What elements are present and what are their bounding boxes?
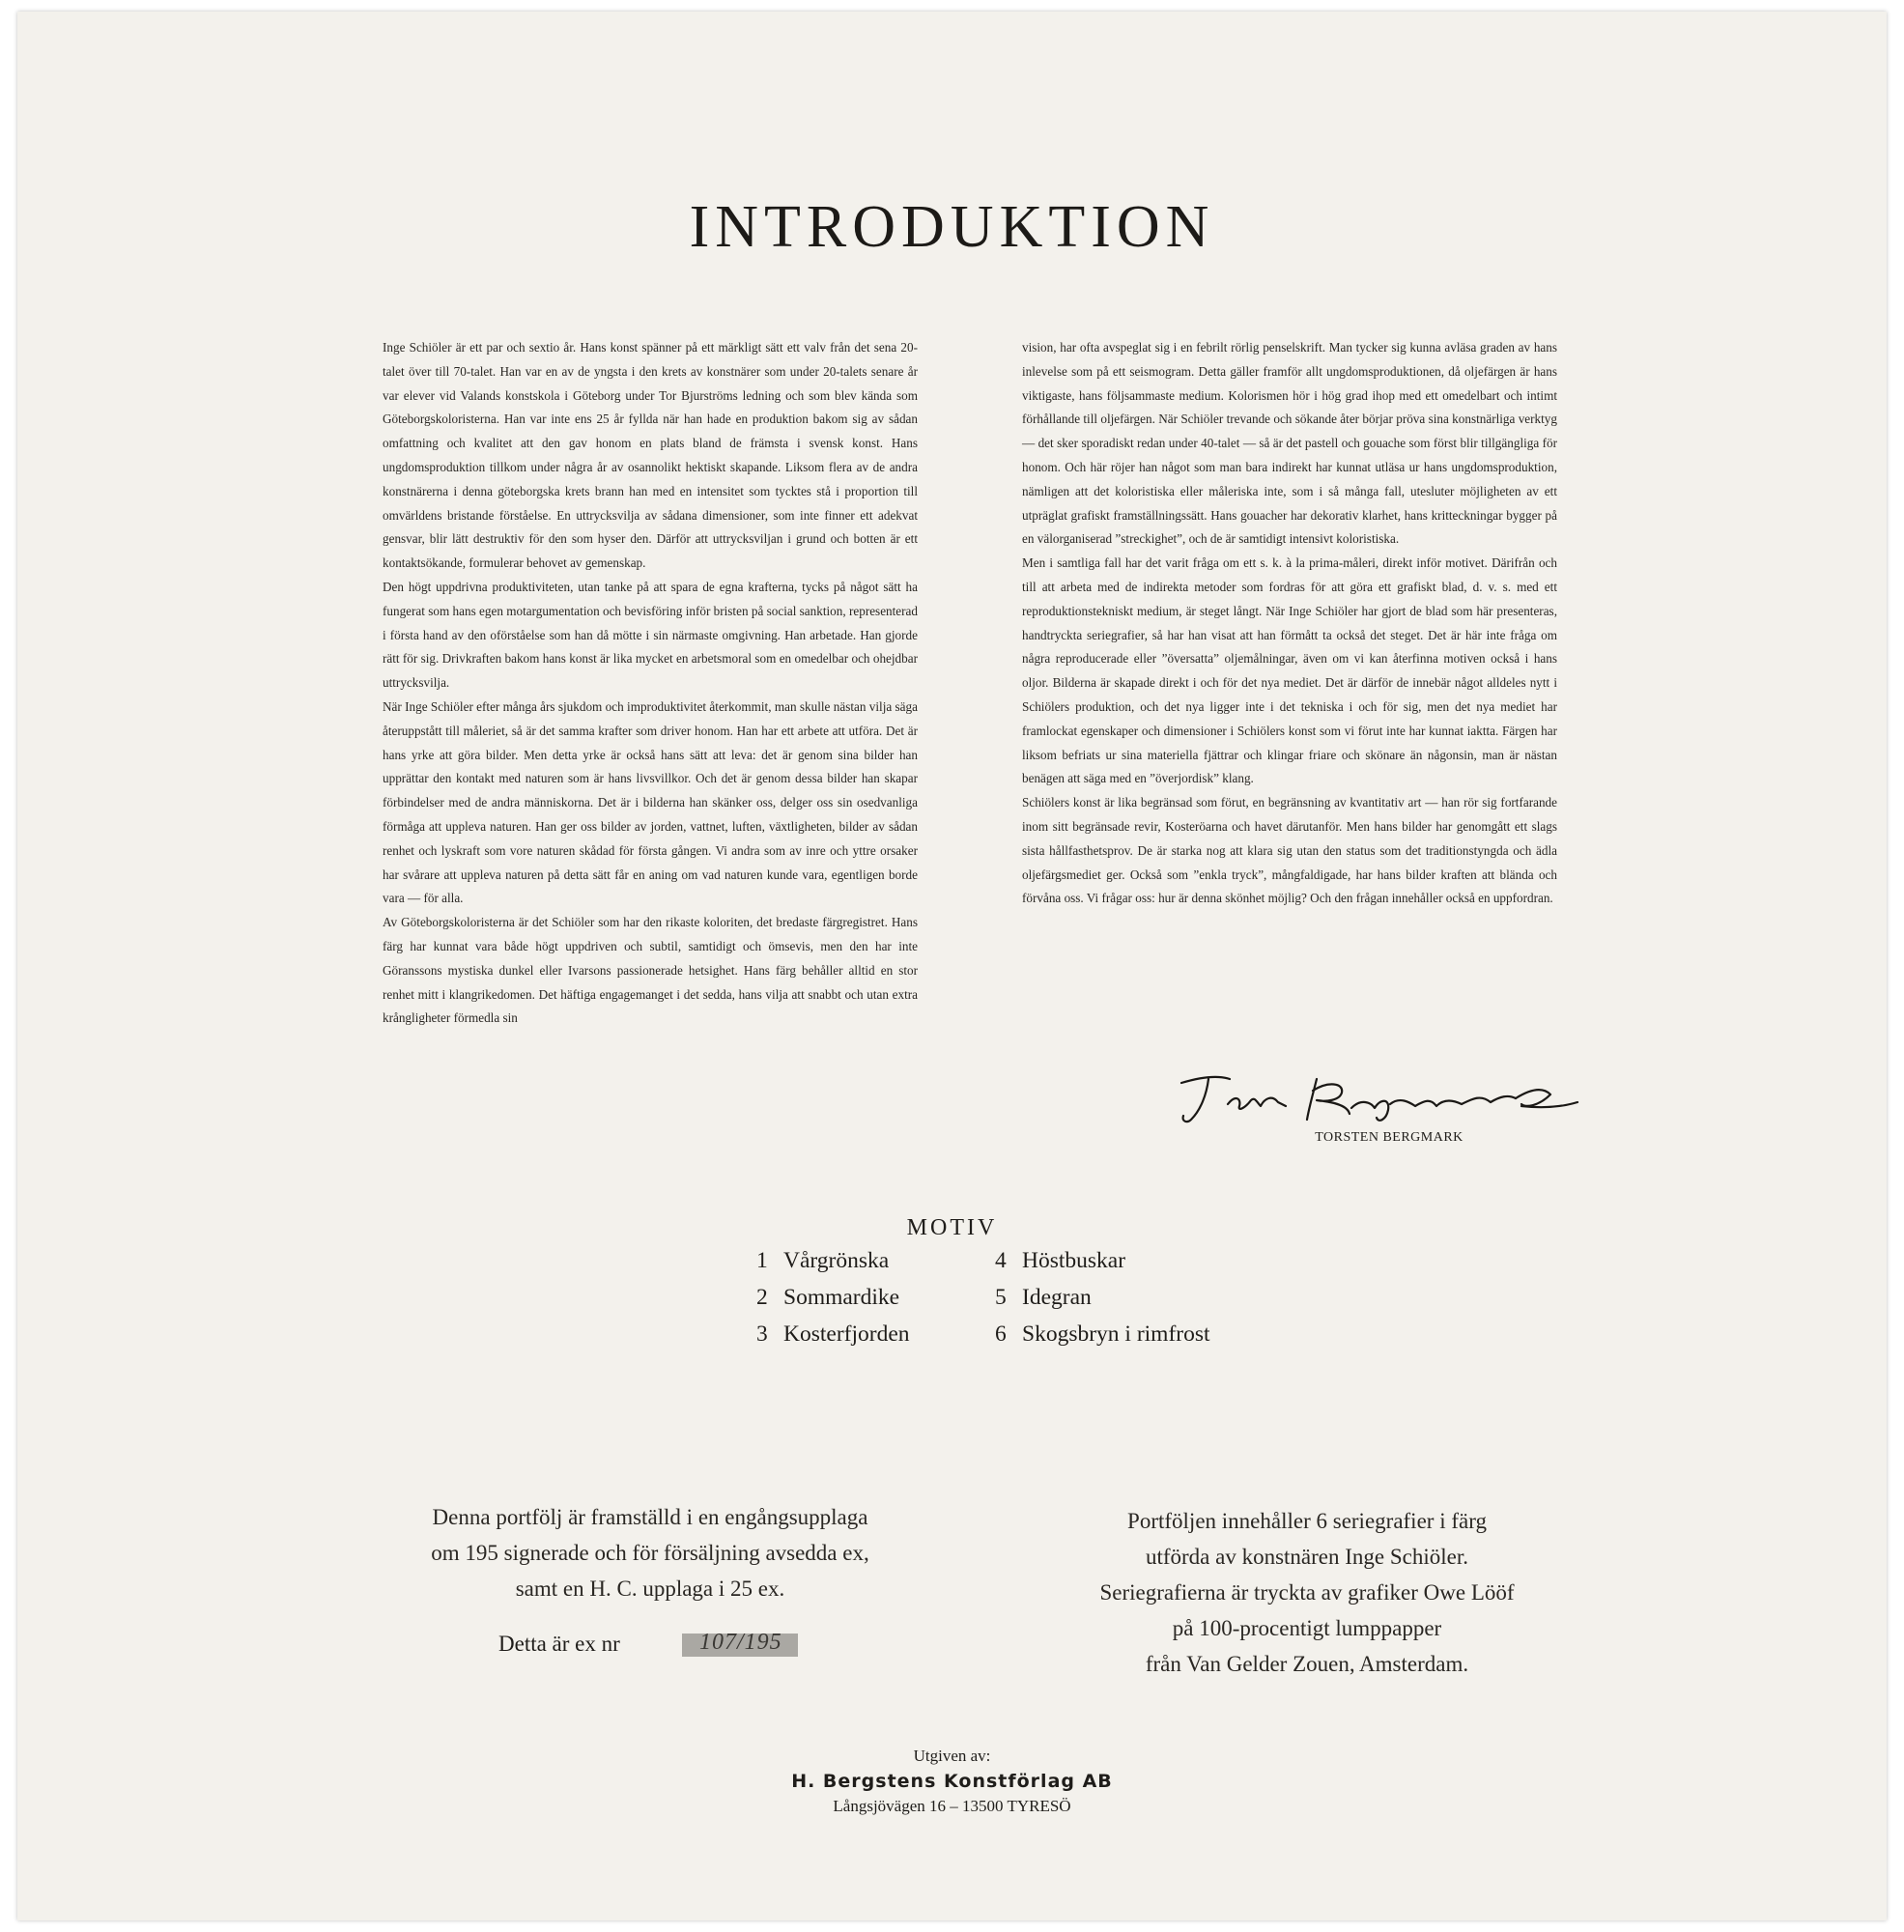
list-item: 3 Kosterfjorden — [756, 1321, 910, 1347]
motiv-heading: MOTIV — [906, 1215, 998, 1240]
paragraph: Schiölers konst är lika begränsad som förut, en begränsning av kvantitativ art — han rör sig fortfarande inom sitt begränsade revir, Kosteröarna och havet därutanför. Men hans bilder har genomgått ett slags sista hållfasthetsprov. De är starka nog att klara sig utan den status som det traditionstyngda och ädla oljefärgsmediet ger. Också som ”enkla tryck”, mångfaldigade, har hans bilder kraften att blända och förvåna oss. Vi frågar oss: hur är denna skönhet möjlig? Och den frågan innehåller också en uppfordran. — [1022, 795, 1557, 906]
document-sheet — [17, 12, 1887, 1920]
edition-number-value: 107/195 — [699, 1630, 782, 1655]
paragraph: Inge Schiöler är ett par och sextio år. Hans konst spänner på ett märkligt sätt ett valv från det sena 20-talet över till 70-talet. Han var en av de yngsta i den krets av konstnärer som under 20-talets senare år var elever vid Valands konstskola i Göteborg under Tor Bjurströms ledning och som blev kända som Göteborgskoloristerna. Han var inte ens 25 år fyllda när han hade en produktion bakom sig av sådan omfattning och kvalitet att den gav honom en plats bland de främsta i svensk konst. Hans ungdomsproduktion tillkom under några år av osannolikt hektiskt skapande. Liksom flera av de andra konstnärerna i denna göteborgska krets brann han med en intensitet som tycktes stå i proportion till omvärldens bristande förståelse. En uttrycksvilja av sådana dimensioner, som inte finner ett adekvat gensvar, blir lätt destruktiv för den som hyser den. Därför att uttrycksviljan i grund och botten är ett kontaktsökande, formulerar behovet av gemenskap. — [383, 340, 918, 571]
paragraph: När Inge Schiöler efter många års sjukdom och improduktivitet återkommit, man skulle nästan vilja säga återuppstått till måleriet, så är det samma krafter som driver honom. Han har ett arbete att utföra. Det är hans yrke att göra bilder. Men detta yrke är också hans sätt att leva: det är genom sina bilder han upprättar den kontakt med naturen som är hans livsvillkor. Och det är genom dessa bilder han skapar förbindelser med de andra människorna. Det är i bilderna han skänker oss, delger oss sin osedvanliga förmåga att uppleva naturen. Han ger oss bilder av jorden, vattnet, luften, växtligheten, bilder av sådan renhet och lyskraft som vore naturen skådad för första gången. Vi andra som av inre och yttre orsaker har svårare att uppleva naturen på detta sätt får en aning om vad naturen kunde vara, egentligen borde vara — för alla. — [383, 698, 918, 906]
intro-column-left — [383, 336, 918, 1031]
contents-info: Portföljen innehåller 6 seriegrafier i färg utförda av konstnären Inge Schiöler. Seriegrafierna är tryckta av grafiker Owe Lööf på 100-procentigt lumppapper från Van Gelder Zouen, Amsterdam. — [1099, 1509, 1515, 1676]
paragraph: Men i samtliga fall har det varit fråga om ett s. k. à la prima-måleri, direkt inför motivet. Därifrån och till att arbeta med de indirekta metoder som fordras för att göra ett grafiskt blad, d. v. s. med ett reproduktionstekniskt medium, är steget långt. När Inge Schiöler har gjort de blad som här presenteras, handtryckta seriegrafier, så har han visat att han förmått ta också det steget. Det är här inte fråga om några reproducerade eller ”översatta” oljemålningar, även om vi kan återfinna motiven också i hans oljor. Bilderna är skapade direkt i och för det nya mediet. Det är därför de innebär något alldeles nytt i Schiölers produktion, och det nya ligger inte i det tekniska i och för sig, men det nya mediet har framlockat egenskaper och dimensioner i Schiölers konst som vi förut inte har kunnat iaktta. Färgen har liksom befriats ur sina materiella fjättrar och klingar friare och skönare än någonsin, man är nästan benägen att säga med en ”överjordisk” klang. — [1022, 555, 1557, 786]
list-item: 2 Sommardike — [756, 1285, 900, 1310]
list-item: 1 Vårgrönska — [756, 1248, 890, 1273]
list-item: 5 Idegran — [995, 1285, 1092, 1310]
author-name: TORSTEN BERGMARK — [1315, 1130, 1464, 1145]
motiv-list — [756, 1248, 1259, 1364]
paragraph: Av Göteborgskoloristerna är det Schiöler som har den rikaste koloriten, det bredaste färgregistret. Hans färg har kunnat vara både högt uppdriven och subtil, samtidigt och ömsevis, men den har inte Göranssons mystiska dunkel eller Ivarsons passionerade hetsighet. Hans färg behåller alltid en stor renhet mitt i klangrikedomen. Det häftiga engagemanget i det sedda, hans vilja att snabbt och utan extra krångligheter förmedla sin — [383, 915, 918, 1026]
paragraph: Den högt uppdrivna produktiviteten, utan tanke på att spara de egna krafterna, tycks på något sätt ha fungerat som hans egen motargumentation och bevisföring inför bristen på social sanktion, representerad i första hand av den oförståelse som han då mötte i sin närmaste omgivning. Han arbetade. Han gjorde rätt för sig. Drivkraften bakom hans konst är lika mycket en arbetsmoral som en omedelbar och ohejdbar uttrycksvilja. — [383, 579, 918, 691]
publisher-name: H. Bergstens Konstförlag AB — [791, 1771, 1113, 1792]
intro-column-right — [1022, 336, 1557, 911]
page-title: INTRODUKTION — [689, 194, 1215, 260]
edition-info: Denna portfölj är framställd i en engångsupplaga om 195 signerade och för försäljning avsedda ex, samt en H. C. upplaga i 25 ex. — [431, 1505, 869, 1601]
paragraph: vision, har ofta avspeglat sig i en febrilt rörlig penselskrift. Man tycker sig kunna avläsa graden av hans inlevelse som på ett seismogram. Detta gäller framför allt ungdomsproduktionen, då oljefärgen är hans viktigaste, hans följsammaste medium. Kolorismen hör i hög grad ihop med ett omedelbart och intimt förhållande till oljefärgen. När Schiöler trevande och sökande åter börjar pröva sina konstnärliga verktyg — det sker sporadiskt redan under 40-talet — så är det pastell och gouache som först blir tillgängliga för honom. Och här röjer han något som man bara indirekt har kunnat utläsa ur hans ungdomsproduktion, nämligen att det koloristiska eller måleriska inte, som i så många fall, utesluter möjligheten av ett utpräglat grafiskt framställningssätt. Hans gouacher har dekorativ klarhet, hans kritteckningar bygger på en välorganiserad ”streckighet”, och de är samtidigt intensivt koloristiska. — [1022, 340, 1557, 547]
publisher-info — [17, 1746, 1887, 1817]
list-item: 4 Höstbuskar — [995, 1248, 1126, 1273]
list-item: 6 Skogsbryn i rimfrost — [995, 1321, 1210, 1347]
publisher-label: Utgiven av: — [913, 1747, 991, 1765]
publisher-address: Långsjövägen 16 – 13500 TYRESÖ — [833, 1797, 1071, 1815]
handwritten-signature — [1172, 1069, 1587, 1127]
edition-number-label: Detta är ex nr — [498, 1632, 620, 1656]
edition-number-stamp — [682, 1630, 798, 1657]
